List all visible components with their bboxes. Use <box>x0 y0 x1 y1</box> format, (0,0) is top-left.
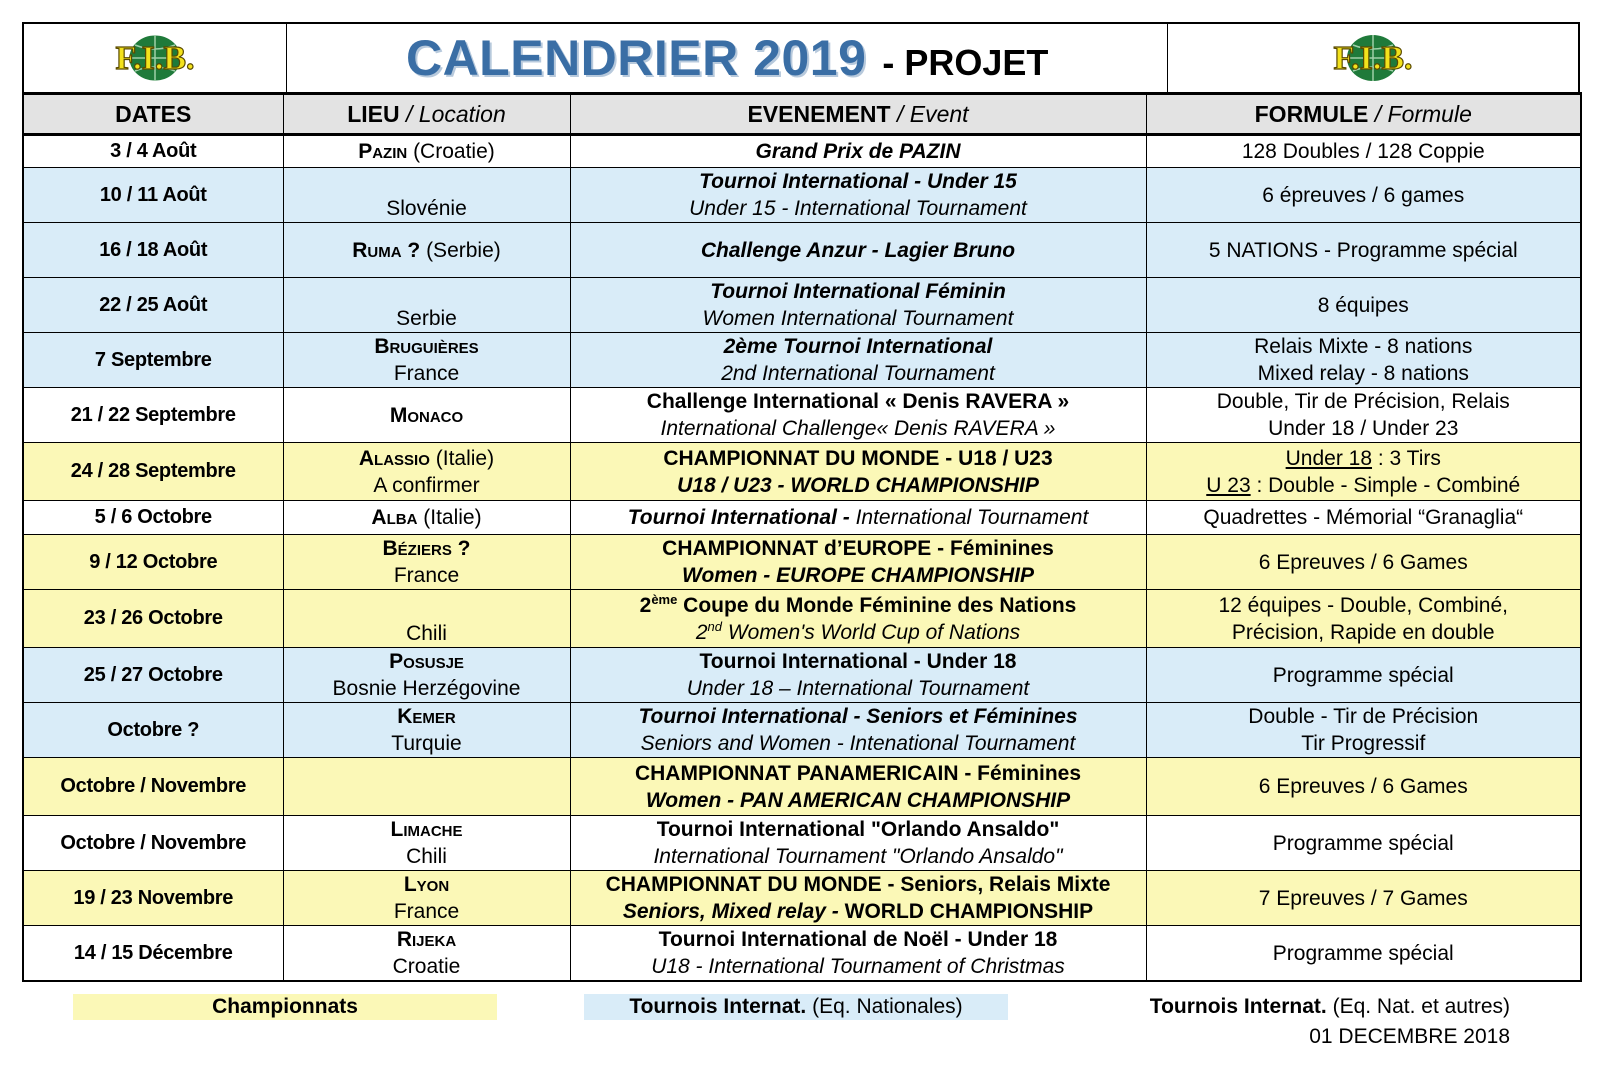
event-cell: Tournoi International Féminin Women International Tournament <box>570 278 1146 333</box>
table-row <box>23 926 1581 982</box>
table-row <box>23 871 1581 926</box>
table-row <box>23 816 1581 871</box>
svg-text:F.I.B.: F.I.B. <box>115 40 195 77</box>
formule-cell: 6 Epreuves / 6 Games <box>1146 535 1581 590</box>
event-cell: CHAMPIONNAT DU MONDE - U18 / U23 U18 / U23 - WORLD CHAMPIONSHIP <box>570 443 1146 501</box>
calendar-page <box>22 22 1580 982</box>
event-cell: 2ème Coupe du Monde Féminine des Nations 2nd Women's World Cup of Nations <box>570 590 1146 648</box>
formule-cell: 12 équipes - Double, Combiné, Précision, Rapide en double <box>1146 590 1581 648</box>
logo-cell-right <box>1167 24 1578 92</box>
event-cell: CHAMPIONNAT PANAMERICAIN - Féminines Women - PAN AMERICAN CHAMPIONSHIP <box>570 758 1146 816</box>
date-cell: 25 / 27 Octobre <box>23 648 283 703</box>
formule-cell: Programme spécial <box>1146 648 1581 703</box>
formule-cell: Quadrettes - Mémorial “Granaglia“ <box>1146 501 1581 535</box>
lieu-cell: Alassio (Italie) A confirmer <box>283 443 570 501</box>
calendar-table <box>22 92 1582 982</box>
event-cell: Tournoi International - Under 15 Under 15 - International Tournament <box>570 168 1146 223</box>
lieu-cell: Alba (Italie) <box>283 501 570 535</box>
formule-cell: Relais Mixte - 8 nations Mixed relay - 8 nations <box>1146 333 1581 388</box>
date-cell: 5 / 6 Octobre <box>23 501 283 535</box>
event-cell: 2ème Tournoi International 2nd International Tournament <box>570 333 1146 388</box>
formule-cell: 8 équipes <box>1146 278 1581 333</box>
date-cell: 3 / 4 Août <box>23 135 283 168</box>
table-row <box>23 223 1581 278</box>
title-row <box>22 22 1580 92</box>
date-cell: Octobre / Novembre <box>23 758 283 816</box>
lieu-cell: Posusje Bosnie Herzégovine <box>283 648 570 703</box>
fib-logo-left-icon <box>85 33 225 83</box>
formule-cell: 128 Doubles / 128 Coppie <box>1146 135 1581 168</box>
lieu-cell: Béziers ? France <box>283 535 570 590</box>
table-header-row <box>23 94 1581 135</box>
lieu-cell: Rijeka Croatie <box>283 926 570 982</box>
column-header-lieu: LIEU / Location <box>283 94 570 135</box>
legend-tournois-autres: Tournois Internat. (Eq. Nat. et autres) <box>1149 995 1510 1018</box>
event-cell: Challenge International « Denis RAVERA » International Challenge« Denis RAVERA » <box>570 388 1146 443</box>
table-row <box>23 278 1581 333</box>
date-cell: 21 / 22 Septembre <box>23 388 283 443</box>
event-cell: CHAMPIONNAT DU MONDE - Seniors, Relais Mixte Seniors, Mixed relay - WORLD CHAMPIONSHIP <box>570 871 1146 926</box>
table-row <box>23 135 1581 168</box>
event-cell: Tournoi International - Under 18 Under 18 – International Tournament <box>570 648 1146 703</box>
lieu-cell: Limache Chili <box>283 816 570 871</box>
date-cell: 22 / 25 Août <box>23 278 283 333</box>
formule-cell: Double - Tir de Précision Tir Progressif <box>1146 703 1581 758</box>
column-header-evenement: EVENEMENT / Event <box>570 94 1146 135</box>
date-cell: 7 Septembre <box>23 333 283 388</box>
column-header-dates: DATES <box>23 94 283 135</box>
lieu-cell: Lyon France <box>283 871 570 926</box>
event-cell: Challenge Anzur - Lagier Bruno <box>570 223 1146 278</box>
legend <box>0 994 1600 1086</box>
formule-cell: Programme spécial <box>1146 816 1581 871</box>
title-cell <box>286 24 1167 92</box>
formule-cell: 7 Epreuves / 7 Games <box>1146 871 1581 926</box>
formule-cell: 6 épreuves / 6 games <box>1146 168 1581 223</box>
table-row <box>23 443 1581 501</box>
table-row <box>23 758 1581 816</box>
date-cell: Octobre / Novembre <box>23 816 283 871</box>
date-cell: 16 / 18 Août <box>23 223 283 278</box>
table-row <box>23 333 1581 388</box>
date-cell: 19 / 23 Novembre <box>23 871 283 926</box>
page-title: CALENDRIER 2019 <box>405 30 867 86</box>
formule-cell: Double, Tir de Précision, Relais Under 18 / Under 23 <box>1146 388 1581 443</box>
lieu-cell: Slovénie <box>283 168 570 223</box>
date-cell: Octobre ? <box>23 703 283 758</box>
event-cell: Tournoi International - Seniors et Féminines Seniors and Women - Intenational Tournament <box>570 703 1146 758</box>
formule-cell: Under 18 : 3 Tirs U 23 : Double - Simple - Combiné <box>1146 443 1581 501</box>
lieu-cell: Chili <box>283 590 570 648</box>
table-row <box>23 168 1581 223</box>
legend-championnats: Championnats <box>73 994 497 1020</box>
fib-logo-right-icon <box>1303 33 1443 83</box>
date-cell: 14 / 15 Décembre <box>23 926 283 982</box>
event-cell: Tournoi International - International Tournament <box>570 501 1146 535</box>
logo-cell-left <box>24 24 286 92</box>
lieu-cell: Pazin (Croatie) <box>283 135 570 168</box>
table-row <box>23 535 1581 590</box>
column-header-formule: FORMULE / Formule <box>1146 94 1581 135</box>
page-subtitle: - PROJET <box>882 42 1049 83</box>
document-date: 01 DECEMBRE 2018 <box>1309 1025 1510 1048</box>
table-row <box>23 703 1581 758</box>
date-cell: 10 / 11 Août <box>23 168 283 223</box>
table-row <box>23 648 1581 703</box>
table-row <box>23 590 1581 648</box>
lieu-cell: Monaco <box>283 388 570 443</box>
event-cell: CHAMPIONNAT d’EUROPE - Féminines Women - EUROPE CHAMPIONSHIP <box>570 535 1146 590</box>
table-row <box>23 501 1581 535</box>
formule-cell: Programme spécial <box>1146 926 1581 982</box>
svg-text:F.I.B.: F.I.B. <box>1333 40 1413 77</box>
event-cell: Tournoi International "Orlando Ansaldo" International Tournament "Orlando Ansaldo" <box>570 816 1146 871</box>
event-cell: Tournoi International de Noël - Under 18 U18 - International Tournament of Christmas <box>570 926 1146 982</box>
date-cell: 24 / 28 Septembre <box>23 443 283 501</box>
lieu-cell: Ruma ? (Serbie) <box>283 223 570 278</box>
date-cell: 9 / 12 Octobre <box>23 535 283 590</box>
lieu-cell: Bruguières France <box>283 333 570 388</box>
formule-cell: 5 NATIONS - Programme spécial <box>1146 223 1581 278</box>
legend-tournois-nationales: Tournois Internat. (Eq. Nationales) <box>584 994 1008 1020</box>
lieu-cell: Serbie <box>283 278 570 333</box>
event-cell: Grand Prix de PAZIN <box>570 135 1146 168</box>
table-row <box>23 388 1581 443</box>
date-cell: 23 / 26 Octobre <box>23 590 283 648</box>
lieu-cell <box>283 758 570 816</box>
lieu-cell: Kemer Turquie <box>283 703 570 758</box>
formule-cell: 6 Epreuves / 6 Games <box>1146 758 1581 816</box>
